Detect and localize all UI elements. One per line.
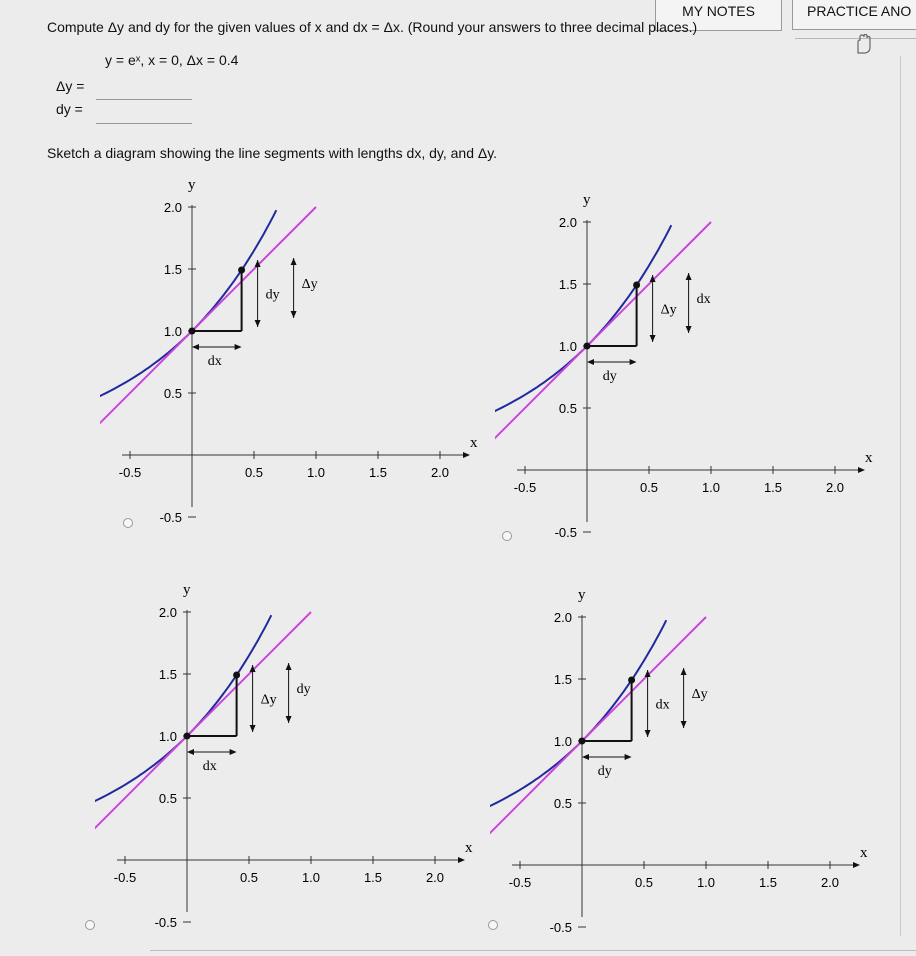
vertical-arrow-head — [255, 320, 261, 327]
y-axis-label: y — [578, 587, 586, 603]
vertical-arrow-head — [291, 311, 297, 318]
horizontal-arrow-head — [630, 359, 637, 365]
x-axis-arrow — [853, 862, 860, 868]
y-tick-label: 1.5 — [163, 262, 182, 277]
y-tick-label: 1.0 — [558, 339, 577, 354]
point-end — [633, 281, 640, 288]
y-tick-label: 1.5 — [158, 667, 177, 682]
horizontal-arrow-head — [587, 359, 594, 365]
graph-option-1[interactable] — [100, 165, 480, 535]
y-tick-label: 0.5 — [158, 791, 177, 806]
tangent-line — [495, 222, 711, 458]
horizontal-arrow-label: dy — [602, 369, 617, 384]
vertical-arrow-head — [650, 335, 656, 342]
point-end — [628, 676, 635, 683]
point-start — [584, 343, 591, 350]
x-axis-arrow — [463, 452, 470, 458]
horizontal-arrow-head — [192, 344, 199, 350]
y-tick-label: -0.5 — [554, 525, 577, 540]
x-tick-label: 1.0 — [701, 480, 721, 495]
vertical-arrow-head — [681, 668, 687, 675]
y-tick-label: 1.5 — [553, 672, 572, 687]
x-tick-label: -0.5 — [113, 870, 137, 885]
option-3-radio[interactable] — [85, 920, 95, 930]
exp-curve — [495, 225, 671, 419]
y-tick-label: 1.0 — [163, 324, 182, 339]
dy-answer-input[interactable] — [96, 104, 192, 124]
y-axis-label: y — [188, 177, 196, 193]
option-4-radio[interactable] — [488, 920, 498, 930]
x-tick-label: 1.5 — [758, 875, 778, 890]
x-tick-label: 1.0 — [301, 870, 321, 885]
y-tick-label: 2.0 — [158, 605, 177, 620]
sketch-prompt: Sketch a diagram showing the line segments with lengths dx, dy, and Δy. — [47, 145, 498, 161]
x-tick-label: 1.0 — [696, 875, 716, 890]
point-start — [184, 733, 191, 740]
x-tick-label: 2.0 — [425, 870, 445, 885]
exp-curve — [100, 210, 276, 404]
function-statement: y = eˣ, x = 0, Δx = 0.4 — [105, 52, 239, 68]
y-tick-label: 2.0 — [558, 215, 577, 230]
horizontal-arrow-head — [625, 754, 632, 760]
vertical-arrow-left-label: dx — [655, 697, 670, 713]
vertical-arrow-left-label: dy — [265, 287, 280, 303]
exp-curve — [490, 620, 666, 814]
vertical-arrow-head — [286, 663, 292, 670]
vertical-arrow-head — [686, 326, 692, 333]
x-axis-label: x — [465, 840, 473, 856]
x-axis-arrow — [858, 467, 865, 473]
vertical-arrow-head — [286, 716, 292, 723]
x-tick-label: 0.5 — [634, 875, 654, 890]
x-tick-label: 1.5 — [368, 465, 388, 480]
y-tick-label: 1.0 — [553, 734, 572, 749]
x-axis-arrow — [458, 857, 465, 863]
vertical-arrow-head — [681, 721, 687, 728]
point-end — [238, 266, 245, 273]
x-tick-label: 2.0 — [825, 480, 845, 495]
horizontal-arrow-head — [187, 749, 194, 755]
my-notes-button[interactable]: MY NOTES — [655, 0, 782, 31]
vertical-arrow-left-label: Δy — [260, 692, 277, 708]
panel-edge — [900, 56, 901, 936]
y-tick-label: -0.5 — [154, 915, 177, 930]
vertical-arrow-right-label: dy — [296, 681, 311, 697]
y-tick-label: 1.5 — [558, 277, 577, 292]
point-start — [579, 738, 586, 745]
hand-icon[interactable] — [852, 33, 874, 55]
vertical-arrow-right-label: Δy — [301, 276, 318, 292]
horizontal-arrow-label: dx — [207, 354, 222, 369]
x-tick-label: -0.5 — [513, 480, 537, 495]
vertical-arrow-left-label: Δy — [660, 302, 677, 318]
tangent-line — [100, 207, 316, 443]
horizontal-arrow-head — [582, 754, 589, 760]
bottom-divider — [150, 950, 916, 951]
x-tick-label: -0.5 — [118, 465, 142, 480]
tangent-line — [490, 617, 706, 853]
y-tick-label: 2.0 — [553, 610, 572, 625]
x-tick-label: 0.5 — [239, 870, 259, 885]
y-tick-label: -0.5 — [549, 920, 572, 935]
practice-another-button[interactable]: PRACTICE ANO — [792, 0, 916, 30]
x-tick-label: 2.0 — [820, 875, 840, 890]
x-axis-label: x — [865, 450, 873, 466]
horizontal-arrow-head — [230, 749, 237, 755]
vertical-arrow-right-label: Δy — [691, 686, 708, 702]
delta-y-answer-input[interactable] — [96, 80, 192, 100]
y-axis-label: y — [183, 582, 191, 598]
y-axis-label: y — [583, 192, 591, 208]
option-1-radio[interactable] — [123, 518, 133, 528]
delta-y-label: Δy = — [56, 78, 85, 94]
x-tick-label: 2.0 — [430, 465, 450, 480]
y-tick-label: 0.5 — [553, 796, 572, 811]
graph-option-4[interactable] — [490, 575, 870, 945]
graph-option-3[interactable] — [95, 570, 475, 940]
vertical-arrow-head — [645, 730, 651, 737]
x-tick-label: 0.5 — [639, 480, 659, 495]
x-tick-label: -0.5 — [508, 875, 532, 890]
y-tick-label: 0.5 — [558, 401, 577, 416]
x-axis-label: x — [860, 845, 868, 861]
x-tick-label: 0.5 — [244, 465, 264, 480]
x-axis-label: x — [470, 435, 478, 451]
y-tick-label: 1.0 — [158, 729, 177, 744]
point-end — [233, 671, 240, 678]
horizontal-arrow-label: dx — [202, 759, 217, 774]
y-tick-label: 0.5 — [163, 386, 182, 401]
tangent-line — [95, 612, 311, 848]
graph-option-2[interactable] — [495, 180, 875, 550]
vertical-arrow-head — [250, 725, 256, 732]
horizontal-arrow-label: dy — [597, 764, 612, 779]
exp-curve — [95, 615, 271, 809]
x-tick-label: 1.5 — [763, 480, 783, 495]
vertical-arrow-head — [686, 273, 692, 280]
x-tick-label: 1.5 — [363, 870, 383, 885]
question-prompt: Compute Δy and dy for the given values of x and dx = Δx. (Round your answers to three decimal places.) — [47, 19, 698, 35]
option-2-radio[interactable] — [502, 531, 512, 541]
vertical-arrow-head — [291, 258, 297, 265]
y-tick-label: -0.5 — [159, 510, 182, 525]
horizontal-arrow-head — [235, 344, 242, 350]
y-tick-label: 2.0 — [163, 200, 182, 215]
vertical-arrow-right-label: dx — [696, 291, 711, 307]
x-tick-label: 1.0 — [306, 465, 326, 480]
point-start — [189, 328, 196, 335]
dy-label: dy = — [56, 101, 83, 117]
